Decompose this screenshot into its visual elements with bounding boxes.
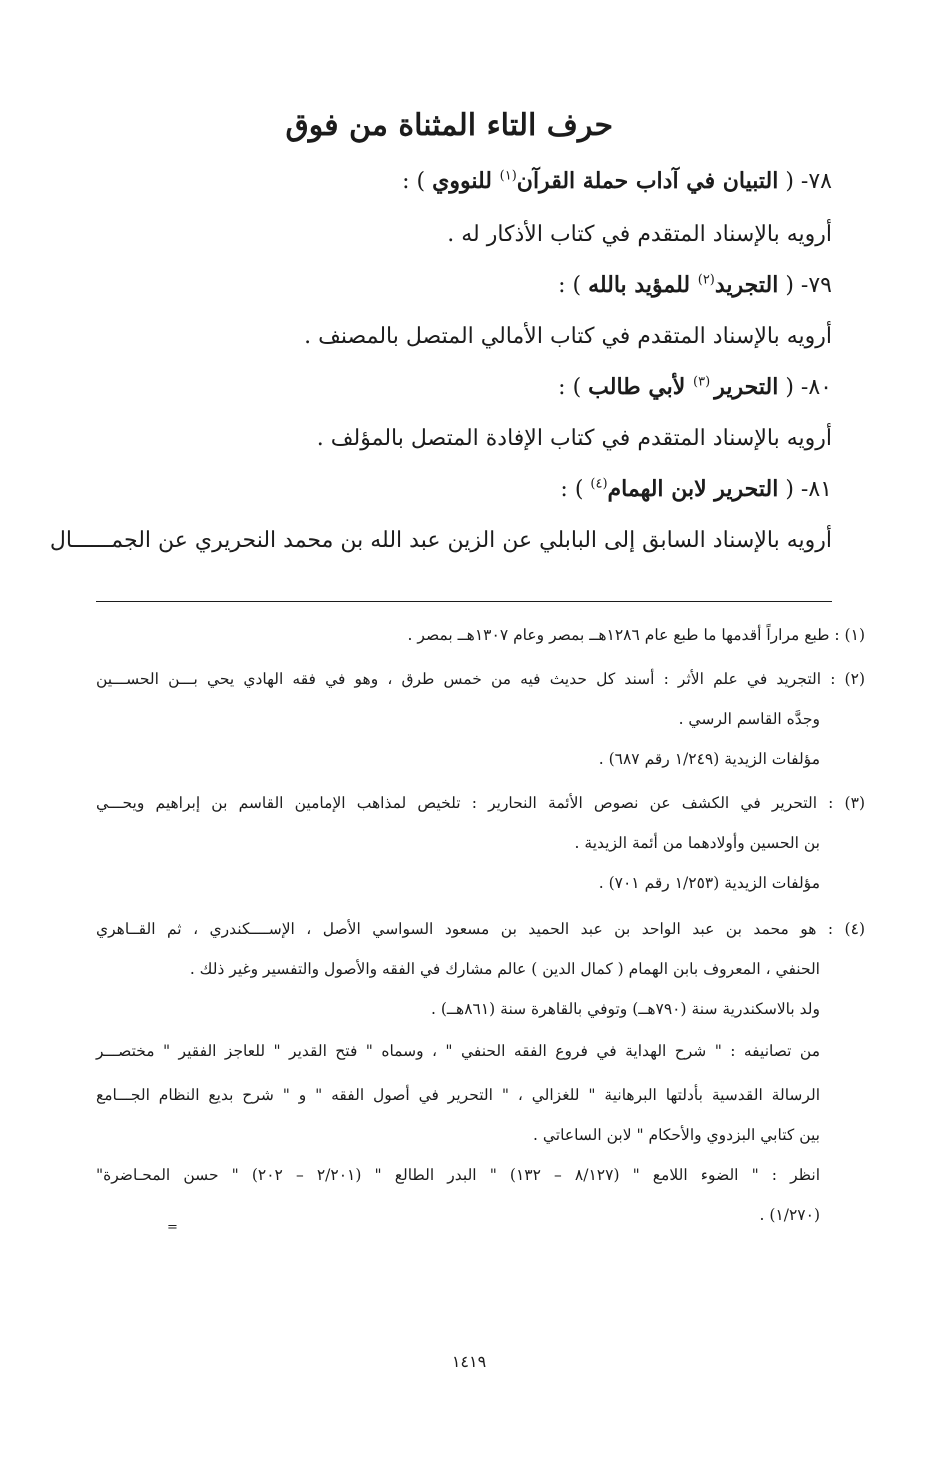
entry-book-title: التحرير لابن الهمام (607, 476, 779, 502)
entry-number: ٧٩- ( (785, 273, 832, 298)
entry-title-80 (558, 374, 832, 400)
footnote-ref: (٣) (693, 374, 715, 390)
chapter-heading: حرف التاء المثناة من فوق (285, 108, 613, 143)
entry-number: ٨١- ( (785, 477, 832, 502)
footnote-ref: (٤) (590, 476, 608, 492)
footnote-4-line-3: ولد بالاسكندرية سنة (٧٩٠هــ) وتوفي بالقاهرة سنة (٨٦١هــ) . (431, 1000, 820, 1018)
footnote-ref: (٢) (697, 272, 715, 288)
entry-author: للمؤيد بالله (588, 272, 698, 298)
entry-book-title: التبيان في آداب حملة القرآن (516, 168, 779, 194)
entry-body-78: أرويه بالإسناد المتقدم في كتاب الأذكار له . (447, 222, 832, 247)
footnote-2-line-3: مؤلفات الزيدية (١/٢٤٩ رقم ٦٨٧) . (598, 750, 820, 768)
entry-close: ) : (402, 169, 433, 194)
footnote-2-line-1: (٢) : التجريد في علم الأثر : أسند كل حديث فيه من خمس طرق ، وهو في فقه الهادي يحي بـــن الحســـين (96, 670, 865, 688)
entry-close: ) : (560, 477, 591, 502)
footnote-4-line-6: بين كتابي البزدوي والأحكام " لابن الساعاتي . (533, 1126, 820, 1144)
entry-book-title: التحرير (714, 374, 779, 400)
entry-title-78 (402, 168, 832, 194)
footnote-4-line-4: من تصانيفه : " شرح الهداية في فروع الفقه الحنفي " ، وسماه " فتح القدير " للعاجز الفقير " مختصـــر (96, 1042, 820, 1060)
footnote-separator (96, 601, 832, 602)
entry-title-81 (560, 476, 832, 502)
entry-close: ) : (558, 375, 589, 400)
footnote-1: (١) : طبع مراراً أقدمها ما طبع عام ١٢٨٦هــ بمصر وعام ١٣٠٧هــ بمصر . (407, 626, 865, 644)
footnote-3-line-2: بن الحسين وأولادهما من أئمة الزيدية . (574, 834, 820, 852)
entry-body-79: أرويه بالإسناد المتقدم في كتاب الأمالي المتصل بالمصنف . (304, 324, 832, 349)
footnote-4-line-2: الحنفي ، المعروف بابن الهمام ( كمال الدين ) عالم مشارك في الفقه والأصول والتفسير وغير ذلك . (189, 960, 820, 978)
entry-title-79 (558, 272, 832, 298)
footnote-3-line-1: (٣) : التحرير في الكشف عن نصوص الأئمة النحارير : تلخيص لمذاهب الإمامين القاسم بن إبراهيم ويحـــي (96, 794, 865, 812)
entry-author: لأبي طالب (588, 374, 693, 400)
footnote-4-line-1: (٤) : هو محمد بن عبد الواحد بن عبد الحميد بن مسعود السواسي الأصل ، الإســــكندري ، ثم القــاهري (96, 920, 865, 938)
entry-book-title: التجريد (714, 272, 779, 298)
entry-number: ٨٠- ( (785, 375, 832, 400)
continuation-mark: = (167, 1220, 178, 1235)
entry-close: ) : (558, 273, 589, 298)
entry-body-80: أرويه بالإسناد المتقدم في كتاب الإفادة المتصل بالمؤلف . (316, 426, 832, 451)
footnote-4-line-7: انظر : " الضوء اللامع " (٨/١٢٧ – ١٣٢) " البدر الطالع " (٢/٢٠١ – ٢٠٢) " حسن المحـاضرة" (96, 1166, 821, 1184)
entry-number: ٧٨- ( (785, 169, 832, 194)
entry-body-81: أرويه بالإسناد السابق إلى البابلي عن الزين عبد الله بن محمد النحريري عن الجمــــــال (49, 528, 832, 553)
footnote-3-line-3: مؤلفات الزيدية (١/٢٥٣ رقم ٧٠١) . (598, 874, 820, 892)
entry-author: للنووي (432, 168, 500, 194)
footnote-ref: (١) (499, 168, 517, 184)
footnote-4-line-5: الرسالة القدسية بأدلتها البرهانية " للغزالي ، " التحرير في أصول الفقه " و " شرح بديع النظام الجـــامع (96, 1086, 820, 1104)
page-number: ١٤١٩ (451, 1352, 487, 1371)
footnote-2-line-2: وجدَّه القاسم الرسي . (678, 710, 820, 728)
footnote-4-line-8: (١/٢٧٠) . (759, 1206, 820, 1224)
